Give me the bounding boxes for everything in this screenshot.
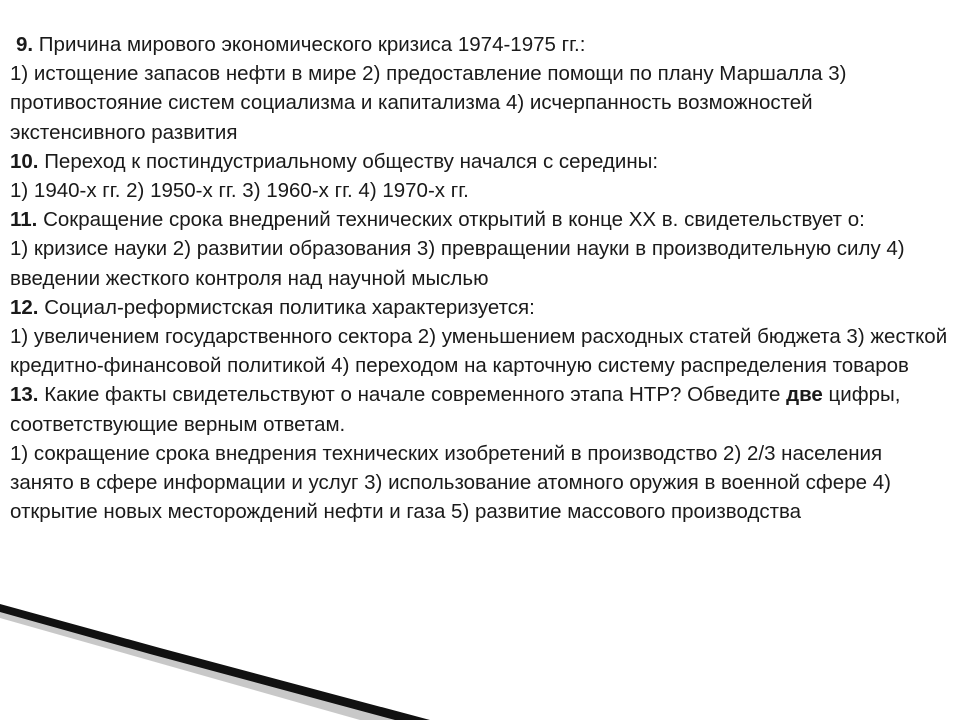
answer-options-12: 1) увеличением государственного сектора 2) уменьшением расходных статей бюджета 3) жесткой кредитно-финансовой политикой 4) переходом на карточную систему распределения товаров	[10, 325, 948, 378]
question-text: Сокращение срока внедрений технических открытий в конце XX в. свидетельствует о:	[37, 208, 865, 232]
question-text-emphasis: две	[786, 383, 823, 407]
question-number: 13.	[10, 383, 39, 407]
answer-options-13: 1) сокращение срока внедрения технических изобретений в производство 2) 2/3 населения занято в сфере информации и услуг 3) использование атомного оружия в военной сфере 4) открытие новых месторождений нефти и газа 5) развитие массового производства	[10, 441, 891, 524]
swoosh-stripe	[0, 604, 430, 720]
question-text: Переход к постиндустриальному обществу начался с середины:	[38, 149, 659, 173]
answer-options-10: 1) 1940-х гг. 2) 1950-х гг. 3) 1960-х гг. 4) 1970-х гг.	[10, 179, 469, 203]
question-number: 11.	[10, 208, 38, 232]
answer-options-9: 1) истощение запасов нефти в мире 2) предоставление помощи по плану Маршалла 3) противостояние систем социализма и капитализма 4) исчерпанность возможностей экстенсивного развития	[10, 62, 847, 144]
question-text: Причина мирового экономического кризиса 1974-1975 гг.:	[33, 33, 586, 56]
answer-options-11: 1) кризисе науки 2) развитии образования 3) превращении науки в производительную силу 4) введении жесткого контроля над научной мыслью	[10, 237, 905, 290]
question-number: 10.	[10, 149, 39, 173]
question-text-part1: Какие факты свидетельствуют о начале современного этапа НТР? Обведите	[38, 383, 787, 407]
question-number: 12.	[10, 295, 39, 319]
question-text-part2: цифры, соответствующие верным ответам.	[10, 383, 901, 436]
question-number: 9.	[16, 33, 34, 56]
question-text: Социал-реформистская политика характеризуется:	[38, 295, 535, 319]
